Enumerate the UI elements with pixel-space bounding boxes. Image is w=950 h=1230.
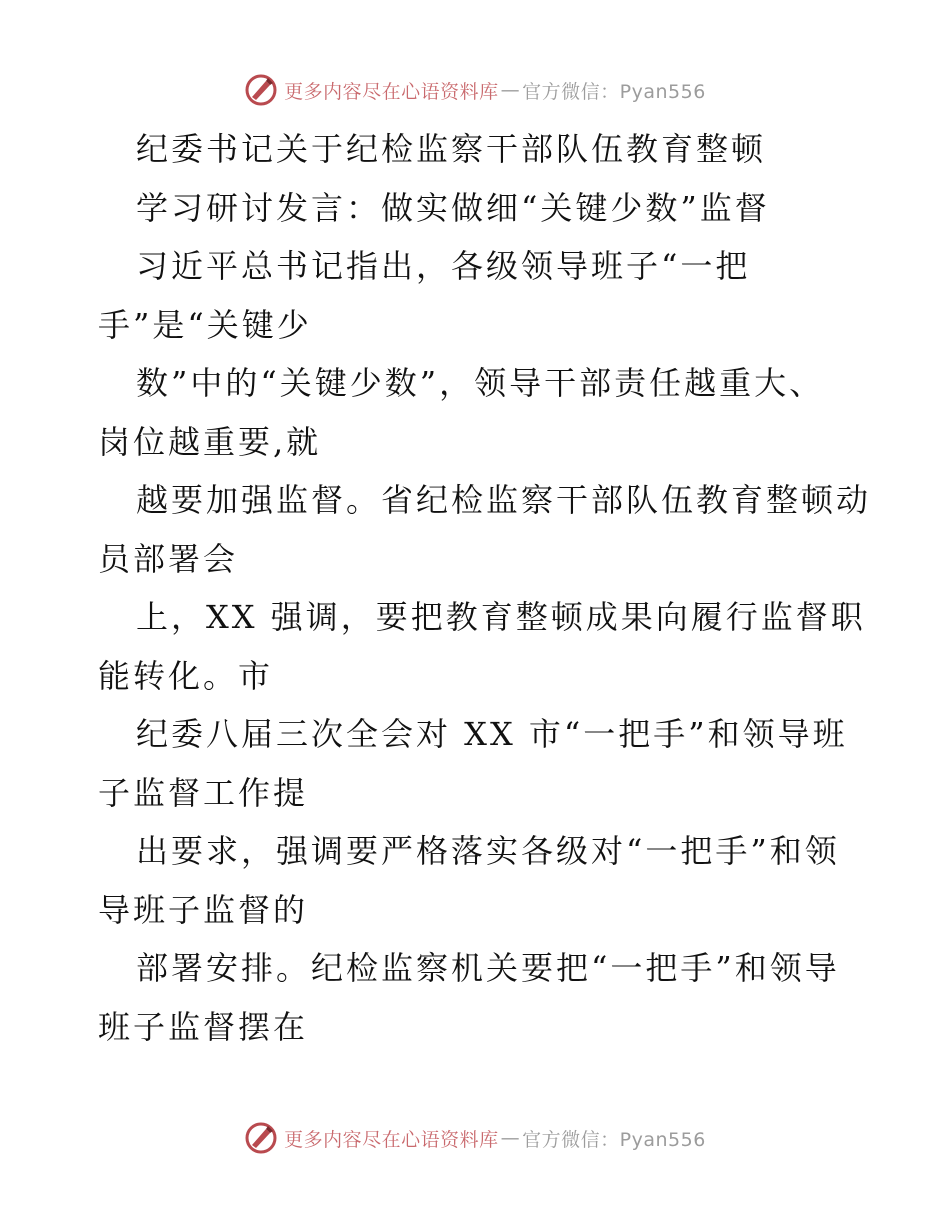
watermark-site-text: 更多内容尽在心语资料库 [284,80,499,103]
text-line: 上，XX 强调，要把教育整顿成果向履行监督职 [136,598,866,636]
watermark-contact-text: 官方微信：Pyan556 [522,80,706,103]
header-watermark [0,70,950,110]
text-line: 导班子监督的 [98,890,309,929]
text-line: 学习研讨发言：做实做细“关键少数”监督 [136,188,770,227]
document-body [98,120,872,1056]
text-line: 越要加强监督。省纪检监察干部队伍教育整顿动 [136,481,872,519]
text-line: 出要求，强调要严格落实各级对“一把手”和领 [136,832,840,870]
text-line: 员部署会 [98,539,239,578]
watermark-contact-text: 官方微信：Pyan556 [522,1128,706,1151]
text-line: 子监督工作提 [98,773,309,812]
text-line: 数”中的“关键少数”，领导干部责任越重大、 [136,364,825,402]
footer-watermark [0,1118,950,1158]
watermark-site-text: 更多内容尽在心语资料库 [284,1128,499,1151]
text-line: 班子监督摆在 [98,1007,309,1046]
watermark-separator: — [500,1127,521,1149]
text-line: 能转化。市 [98,656,274,695]
text-line: 部署安排。纪检监察机关要把“一把手”和领导 [136,949,840,987]
text-line: 岗位越重要,就 [98,422,322,461]
text-line: 纪委八届三次全会对 XX 市“一把手”和领导班 [136,715,848,753]
pen-circle-logo-icon [244,1121,278,1155]
text-line: 纪委书记关于纪检监察干部队伍教育整顿 [136,130,767,168]
watermark-separator: — [500,79,521,101]
text-line: 手”是“关键少 [98,305,312,344]
text-line: 习近平总书记指出，各级领导班子“一把 [136,247,751,285]
pen-circle-logo-icon [244,73,278,107]
